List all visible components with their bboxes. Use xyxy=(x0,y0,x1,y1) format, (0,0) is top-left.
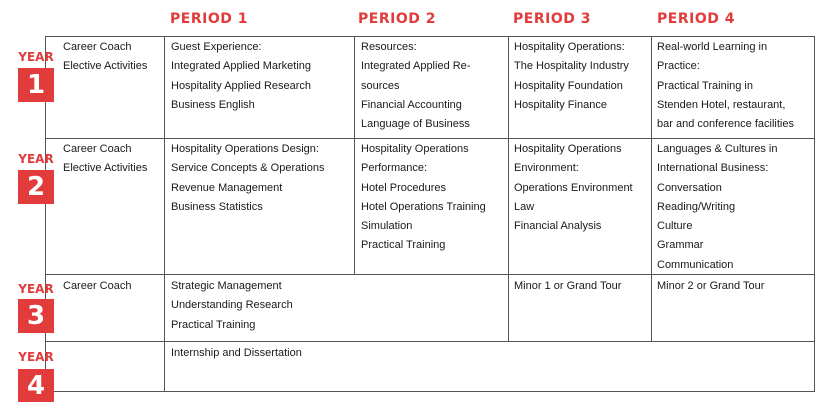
year-2-period-4: Languages & Cultures in International Business: Conversation Reading/Writing Culture Grammar Communication xyxy=(657,143,778,271)
period-4-header: PERIOD 4 xyxy=(657,11,735,27)
year-1-coach: Career Coach Elective Activities xyxy=(63,41,148,73)
year-3-period-3: Minor 1 or Grand Tour xyxy=(514,280,622,292)
year-2-period-3: Hospitality Operations Environment: Operations Environment Law Financial Analysis xyxy=(514,143,633,233)
year-1-period-2: Resources: Integrated Applied Re- sources Financial Accounting Language of Business xyxy=(361,41,471,131)
year-3-coach: Career Coach xyxy=(63,280,132,292)
year-4-all-periods: Internship and Dissertation xyxy=(171,347,302,359)
year-1-period-1: Guest Experience: Integrated Applied Marketing Hospitality Applied Research Business English xyxy=(171,41,312,111)
year-1-label: YEAR xyxy=(18,50,54,64)
year-3-number: 3 xyxy=(18,299,54,333)
year-1-period-4: Real-world Learning in Practice: Practical Training in Stenden Hotel, restaurant, bar and conference facilities xyxy=(657,41,794,131)
year-2-label: YEAR xyxy=(18,152,54,166)
period-1-header: PERIOD 1 xyxy=(170,11,248,27)
year-3-period-1-2: Strategic Management Understanding Research Practical Training xyxy=(171,280,293,331)
year-2-period-1: Hospitality Operations Design: Service Concepts & Operations Revenue Management Business Statistics xyxy=(171,143,325,213)
year-3-period-4: Minor 2 or Grand Tour xyxy=(657,280,765,292)
year-1-number: 1 xyxy=(18,68,54,102)
period-2-header: PERIOD 2 xyxy=(358,11,436,27)
year-2-number: 2 xyxy=(18,170,54,204)
year-4-number: 4 xyxy=(18,369,54,402)
year-4-label: YEAR xyxy=(18,350,54,364)
year-2-coach: Career Coach Elective Activities xyxy=(63,143,148,175)
year-1-period-3: Hospitality Operations: The Hospitality Industry Hospitality Foundation Hospitality Finance xyxy=(514,41,629,111)
year-3-label: YEAR xyxy=(18,282,54,296)
period-3-header: PERIOD 3 xyxy=(513,11,591,27)
year-2-period-2: Hospitality Operations Performance: Hotel Procedures Hotel Operations Training Simulation Practical Training xyxy=(361,143,486,252)
